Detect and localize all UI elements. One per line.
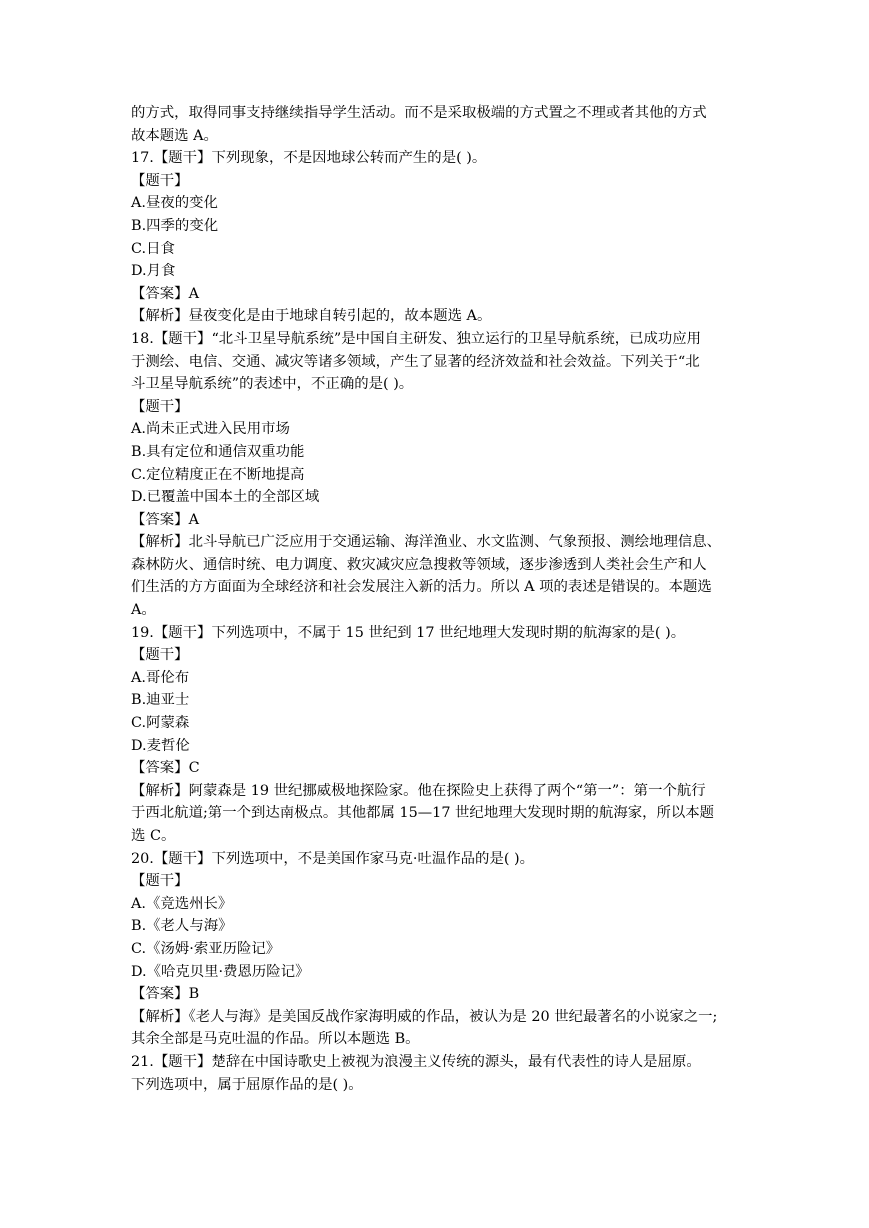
text-line: B.具有定位和通信双重功能: [131, 443, 305, 460]
text-line: A.《竞选州长》: [131, 895, 233, 912]
text-line: 18.【题干】“北斗卫星导航系统”是中国自主研发、独立运行的卫星导航系统，已成功应用: [131, 330, 702, 347]
text-line: 的方式，取得同事支持继续指导学生活动。而不是采取极端的方式置之不理或者其他的方式: [131, 105, 707, 121]
text-line: 故本题选 A。: [131, 127, 218, 144]
text-line: 于测绘、电信、交通、减灾等诸多领域，产生了显著的经济效益和社会效益。下列关于“北: [131, 353, 700, 370]
text-line: 【解析】北斗导航已广泛应用于交通运输、海洋渔业、水文监测、气象预报、测绘地理信息、: [131, 534, 722, 551]
text-line: 们生活的方方面面为全球经济和社会发展注入新的活力。所以 A 项的表述是错误的。本题选: [131, 579, 712, 596]
text-line: A.哥伦布: [131, 669, 190, 686]
text-line: C.《汤姆·索亚历险记》: [131, 940, 281, 957]
text-line: A.昼夜的变化: [131, 195, 218, 212]
text-line: D.麦哲伦: [131, 737, 190, 754]
text-line: 森林防火、通信时统、电力调度、救灾减灾应急搜救等领域，逐步渗透到人类社会生产和人: [131, 556, 707, 573]
text-line: 17.【题干】下列现象，不是因地球公转而产生的是( )。: [131, 150, 487, 167]
text-line: 【解析】《老人与海》是美国反战作家海明威的作品，被认为是 20 世纪最著名的小说家之一;: [131, 1008, 718, 1025]
text-line: A。: [131, 602, 156, 619]
text-line: 【解析】阿蒙森是 19 世纪挪威极地探险家。他在探险史上获得了两个“第一”：第一个航行: [131, 782, 706, 799]
text-line: 于西北航道;第一个到达南极点。其他都属 15—17 世纪地理大发现时期的航海家，所以本题: [131, 805, 715, 822]
text-line: C.定位精度正在不断地提高: [131, 466, 305, 483]
text-line: B.迪亚士: [131, 692, 190, 709]
text-line: 19.【题干】下列选项中，不属于 15 世纪到 17 世纪地理大发现时期的航海家的是( )。: [131, 624, 686, 641]
text-line: 【题干】: [131, 172, 189, 189]
text-line: 【答案】A: [131, 511, 199, 528]
text-line: 【答案】B: [131, 986, 200, 1003]
text-line: C.日食: [131, 240, 175, 257]
text-line: 斗卫星导航系统”的表述中，不正确的是( )。: [131, 376, 414, 393]
text-line: 【题干】: [131, 398, 189, 415]
text-line: 下列选项中，属于屈原作品的是( )。: [131, 1076, 363, 1093]
text-line: B.四季的变化: [131, 217, 219, 234]
document-page: [131, 102, 743, 1096]
text-line: 【题干】: [131, 873, 189, 890]
text-line: 【答案】C: [131, 760, 200, 777]
text-line: B.《老人与海》: [131, 918, 233, 935]
text-line: D.《哈克贝里·费恩历险记》: [131, 963, 310, 980]
text-line: 【题干】: [131, 647, 189, 664]
text-line: 选 C。: [131, 828, 176, 844]
text-line: C.阿蒙森: [131, 715, 190, 732]
text-line: 20.【题干】下列选项中，不是美国作家马克·吐温作品的是( )。: [131, 850, 535, 867]
text-line: A.尚未正式进入民用市场: [131, 421, 290, 438]
text-line: D.月食: [131, 263, 176, 280]
text-line: 其余全部是马克吐温的作品。所以本题选 B。: [131, 1031, 420, 1048]
text-line: 【解析】昼夜变化是由于地球自转引起的，故本题选 A。: [131, 308, 492, 325]
text-line: D.已覆盖中国本土的全部区域: [131, 489, 320, 506]
text-line: 21.【题干】楚辞在中国诗歌史上被视为浪漫主义传统的源头，最有代表性的诗人是屈原。: [131, 1053, 701, 1070]
text-line: 【答案】A: [131, 285, 199, 302]
